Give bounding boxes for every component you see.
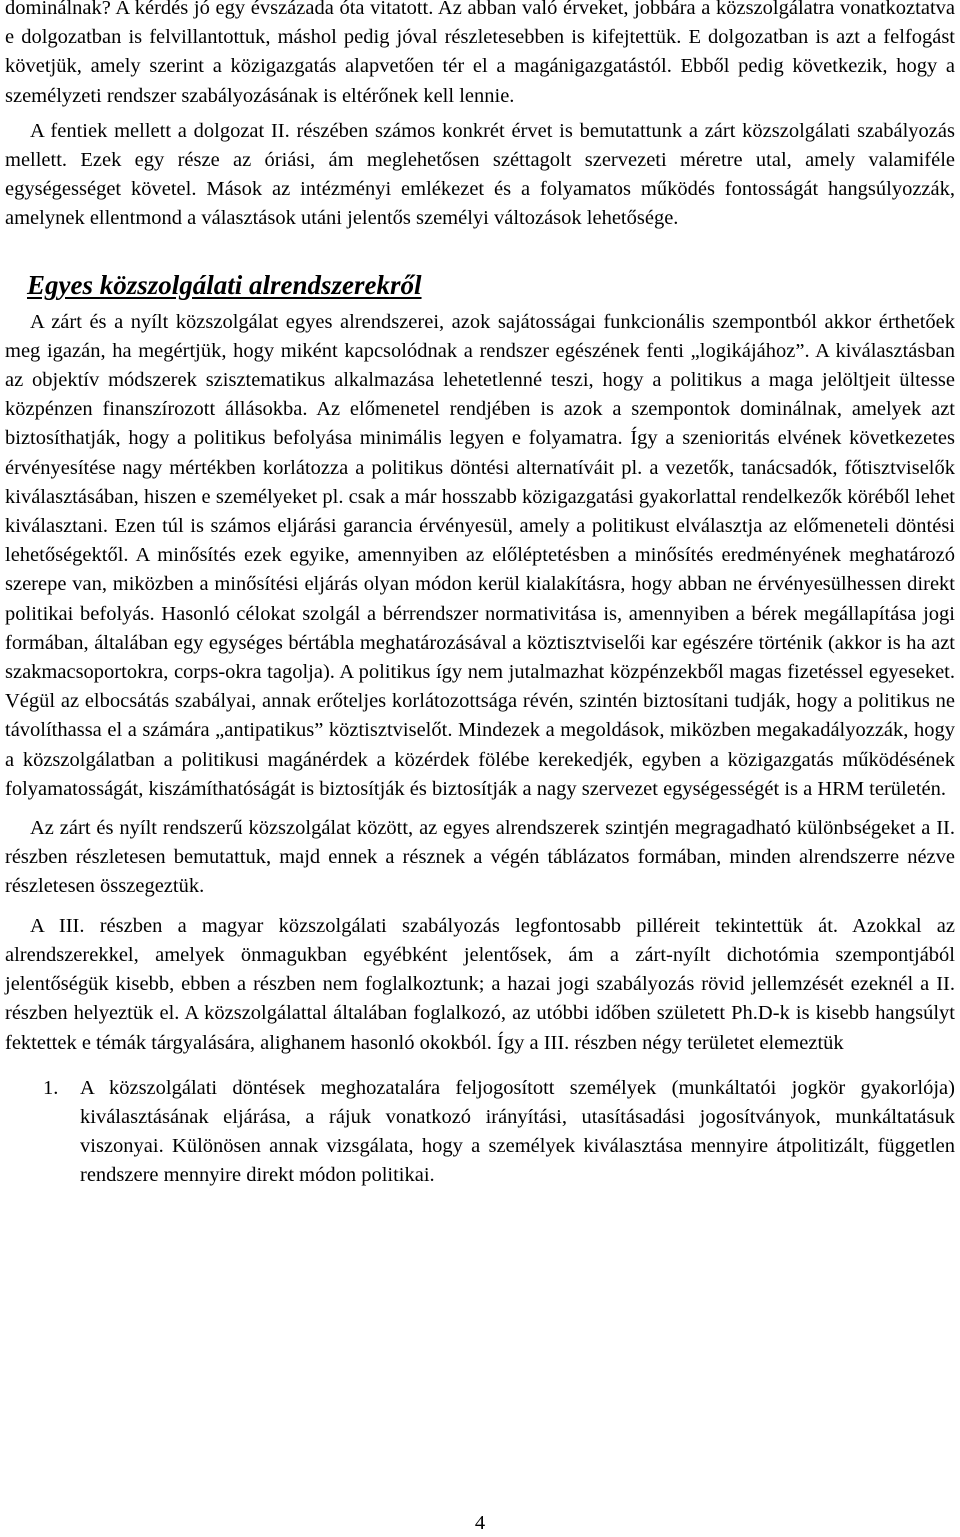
list-item [5, 1074, 955, 1191]
paragraph: A fentiek mellett a dolgozat II. részében számos konkrét érvet is bemutattunk a zárt közszolgálati szabályozás mellett. Ezek egy része az óriási, ám meglehetősen széttagolt szervezeti méretre utal, amely valamiféle egységességet követel. Mások az intézményi emlékezet és a folyamatos működés fontosságát hangsúlyozzák, amelynek ellentmond a választások utáni jelentős személyi változások lehetősége. [5, 119, 955, 230]
page-number: 4 [474, 1512, 486, 1534]
paragraph: A III. részben a magyar közszolgálati szabályozás legfontosabb pilléreit tekintettük át. Azokkal az alrendszerekkel, amelyek önmagukban egyébként jelentősek, ám a zárt-nyílt dichotómia szempontjából jelentőségük kisebb, ebben a részben nem foglalkoztunk; a hazai jogi szabályozás rövid jellemzését ezeknél a II. részben helyeztük el. A közszolgálattal általában foglalkozó, az utóbbi időben született Ph.D-k is kisebb hangsúlyt fektettek e témák tárgyalására, alighanem hasonló okokból. Így a III. részben négy területet elemeztük [5, 914, 955, 1054]
paragraph: Az zárt és nyílt rendszerű közszolgálat között, az egyes alrendszerek szintjén megragadható különbségeket a II. részben részletesen bemutattuk, majd ennek a résznek a végén táblázatos formában, minden alrendszerre nézve részletesen összegeztük. [5, 817, 955, 898]
text-column [5, 0, 955, 1191]
numbered-list [5, 1074, 955, 1191]
list-item-text: A közszolgálati döntések meghozatalára feljogosított személyek (munkáltatói jogkör gyakorlója) kiválasztásának eljárása, a rájuk vonatkozó irányítási, utasításadási jogosítványok, munkáltatásuk viszonyai. Különösen annak vizsgálata, hogy a személyek kiválasztása mennyire átpolitizált, független rendszere mennyire direkt módon politikai. [80, 1076, 955, 1187]
paragraph: A zárt és a nyílt közszolgálat egyes alrendszerei, azok sajátosságai funkcionális szempontból akkor érthetőek meg igazán, ha megértjük, hogy miként kapcsolódnak a rendszer egészének fenti „logikájához”. A kiválasztásban az objektív módszerek szisztematikus alkalmazása lehetetlenné teszi, hogy a politikus a maga jelöltjeit ültesse közpénzen finanszírozott állásokba. Az előmenetel rendjében is azok a szempontok dominálnak, amelyek azt biztosíthatják, hogy a politikus befolyása minimális legyen e folyamatra. Így a szenioritás elvének következetes érvényesítése nagy mértékben korlátozza a politikus döntési alternatíváit pl. a vezetők, tanácsadók, főtisztviselők kiválasztásában, hiszen e személyeket pl. csak a már hosszabb közigazgatási gyakorlattal rendelkezők köréből lehet kiválasztani. Ezen túl is számos eljárási garancia érvényesül, amely a politikust elválasztja az előmeneteli döntési lehetőségektől. A minősítés ezek egyike, amennyiben az előléptetésben a minősítés eredményének meghatározó szerepe van, miközben a minősítési eljárás olyan módon kerül kialakításra, hogy abban ne érvényesülhessen direkt politikai befolyás. Hasonló célokat szolgál a bérrendszer normativitása is, amennyiben a bérek megállapítása jogi formában, általában egy egységes bértábla meghatározásával a köztisztviselői kar egészére történik (akkor is ha azt szakmacsoportokra, corps-okra tagolja). A politikus így nem jutalmazhat közpénzekből magas fizetéssel egyeseket. Végül az elbocsátás szabályai, annak erőteljes korlátozottsága révén, szintén biztosítani tudják, hogy a politikus ne távolíthassa el a számára „antipatikus” köztisztviselőt. Mindezek a megoldások, miközben megakadályozzák, hogy a közszolgálatban a politikusi magánérdek a közérdek fölébe kerekedjék, egyben a közigazgatás működésének folyamatosságát, kiszámíthatóságát is biztosítják és biztosítják a nagy szervezet egységességét is a HRM területén. [5, 310, 955, 800]
section-heading: Egyes közszolgálati alrendszerekről [27, 269, 422, 300]
paragraph: dominálnak? A kérdés jó egy évszázada óta vitatott. Az abban való érveket, jobbára a közszolgálatra vonatkoztatva e dolgozatban is felvillantottuk, máshol pedig jóval részletesebben is kifejtettük. E dolgozatban is azt a felfogást követjük, amely szerint a közigazgatás alapvetően tér el a magánigazgatástól. Ebből pedig következik, hogy a személyzeti rendszer szabályozásának is eltérőnek kell lennie. [5, 0, 955, 107]
list-item-number: 1. [43, 1076, 59, 1099]
